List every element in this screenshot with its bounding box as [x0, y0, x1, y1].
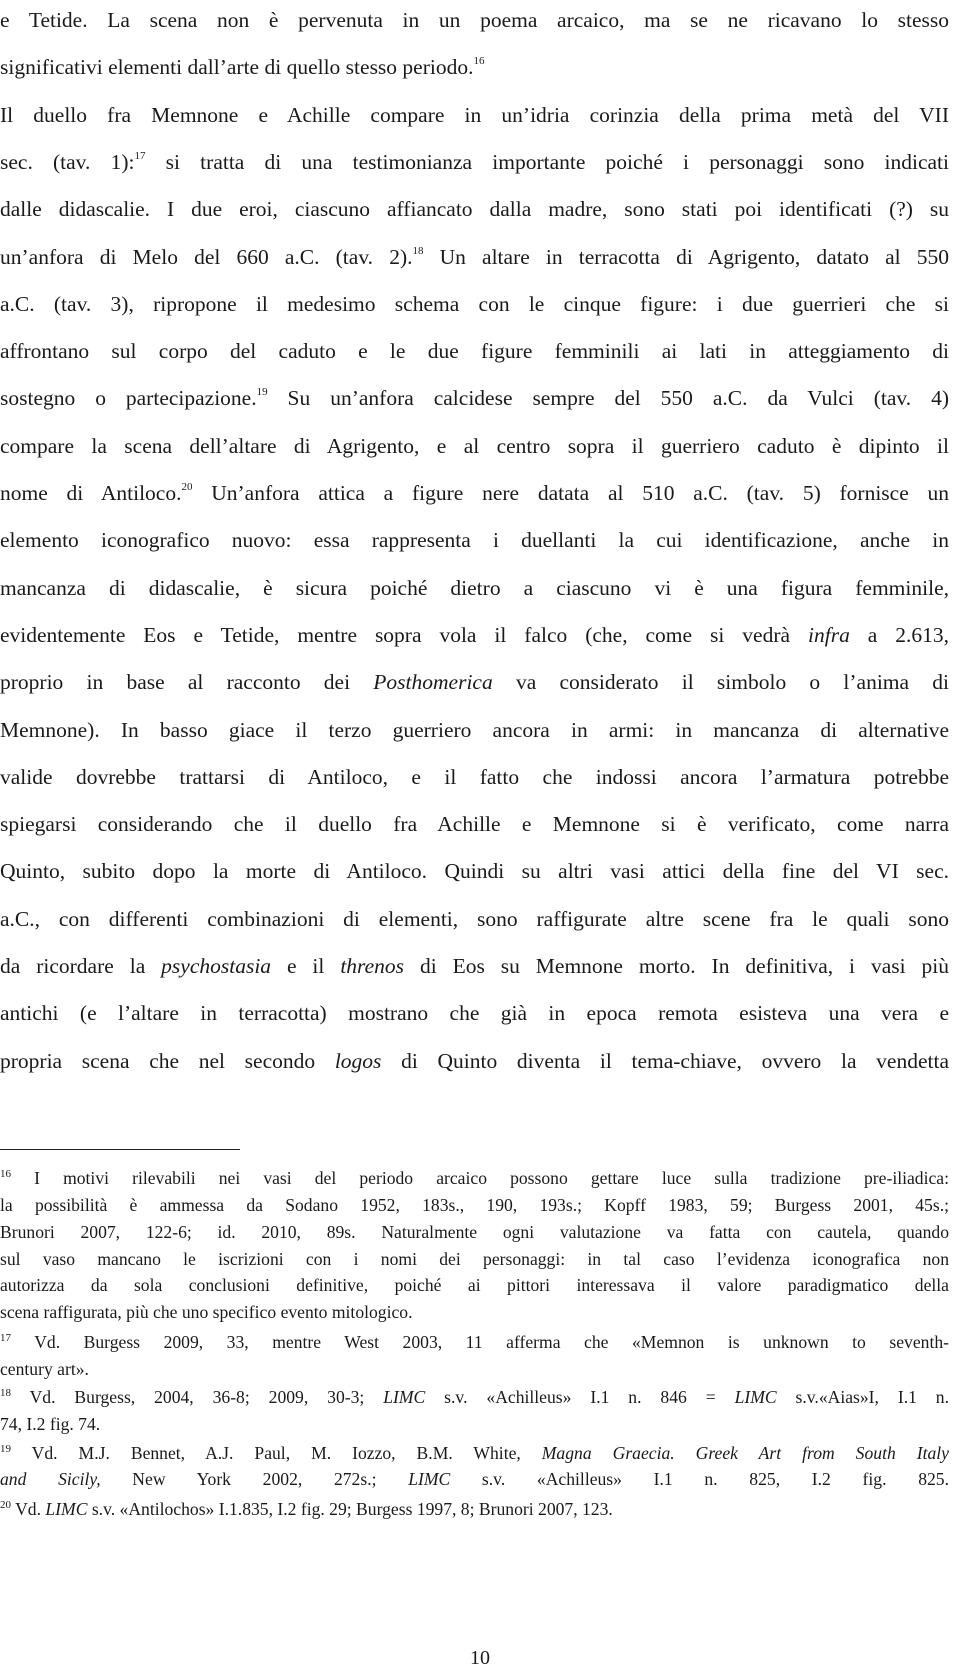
footnote-number: 18 — [0, 1387, 11, 1399]
footnote-reference[interactable]: 17 — [134, 149, 146, 162]
footnote-line: 74, I.2 fig. 74. — [0, 1414, 101, 1434]
footnote-separator — [0, 1149, 240, 1150]
footnote-number: 17 — [0, 1332, 11, 1344]
italic-term: infra — [808, 622, 850, 647]
footnote-reference[interactable]: 18 — [412, 244, 424, 257]
body-line: Quinto, subito dopo la morte di Antiloco. Quindi su altri vasi attici della fine del VI sec. — [0, 859, 949, 884]
body-line: affrontano sul corpo del caduto e le due figure femminili ai lati in atteggiamento di — [0, 339, 949, 364]
body-line: a.C. (tav. 3), ripropone il medesimo schema con le cinque figure: i due guerrieri che si — [0, 291, 949, 316]
italic-term: psychostasia — [161, 954, 272, 978]
footnote-line: $^{18}$ Vd. Burgess, 2004, 36-8; 2009, 30-3; LIMC s.v. «Achilleus» I.1 n. 846 = LIMC s.v.«Aias»I, I.1 n. — [0, 1387, 950, 1407]
body-line: antichi (e l’altare in terracotta) mostrano che già in epoca remota esisteva una vera e — [0, 1001, 949, 1026]
italic-term: threnos — [340, 954, 405, 978]
footnote-reference[interactable]: 16 — [473, 55, 485, 68]
italic-term: Magna Graecia. Greek Art from South Italy — [541, 1443, 949, 1463]
body-line: evidentemente Eos e Tetide, mentre sopra vola il falco (che, come si vedrà infra a 2.613, — [0, 622, 950, 647]
page-number: 10 — [470, 1647, 490, 1669]
footnote-line: sul vaso mancano le iscrizioni con i nomi dei personaggi: in tal caso l’evidenza iconografica non — [0, 1249, 949, 1269]
italic-term: LIMC — [45, 1499, 88, 1519]
footnote-number: 20 — [0, 1499, 11, 1511]
body-line: dalle didascalie. I due eroi, ciascuno affiancato dalla madre, sono stati poi identificati (?) su — [0, 197, 949, 222]
footnote-reference[interactable]: 19 — [256, 386, 268, 399]
body-line: significativi elementi dall’arte di quello stesso periodo.$^{16}$ — [0, 55, 485, 80]
italic-term: LIMC — [408, 1469, 451, 1489]
footnote-line: $^{16}$ I motivi rilevabili nei vasi del periodo arcaico possono gettare luce sulla tradizione pre-iliadica: — [0, 1168, 949, 1188]
footnote-line: $^{17}$ Vd. Burgess 2009, 33, mentre West 2003, 11 afferma che «Memnon is unknown to seventh- — [0, 1332, 949, 1352]
footnote-number: 19 — [0, 1443, 11, 1455]
body-line: spiegarsi considerando che il duello fra Achille e Memnone si è verificato, come narra — [0, 812, 949, 837]
italic-term: LIMC — [734, 1387, 777, 1407]
body-line: elemento iconografico nuovo: essa rappresenta i duellanti la cui identificazione, anche in — [0, 528, 949, 553]
footnote-line: scena raffigurata, più che uno specifico evento mitologico. — [0, 1302, 413, 1322]
footnote-reference[interactable]: 20 — [181, 481, 193, 493]
body-line: propria scena che nel secondo logos di Quinto diventa il tema-chiave, ovvero la vendetta — [0, 1048, 950, 1073]
footnote-line: and Sicily, New York 2002, 272s.; LIMC s.v. «Achilleus» I.1 n. 825, I.2 fig. 825. — [0, 1469, 949, 1489]
body-line: Memnone). In basso giace il terzo guerriero ancora in armi: in mancanza di alternative — [0, 717, 949, 742]
italic-term: Posthomerica — [373, 670, 493, 695]
body-line: proprio in base al racconto dei Posthomerica va considerato il simbolo o l’anima di — [0, 670, 949, 695]
body-line: sostegno o partecipazione.$^{19}$ Su un’anfora calcidese sempre del 550 a.C. da Vulci (tav. 4) — [0, 386, 949, 411]
body-line: sec. (tav. 1):$^{17}$ si tratta di una testimonianza importante poiché i personaggi sono indicati — [0, 149, 949, 174]
footnote-line: la possibilità è ammessa da Sodano 1952, 183s., 190, 193s.; Kopff 1983, 59; Burgess 2001, 45s.; — [0, 1195, 949, 1215]
body-line: a.C., con differenti combinazioni di elementi, sono raffigurate altre scene fra le quali sono — [0, 906, 949, 931]
italic-term: and Sicily, — [0, 1469, 101, 1489]
footnote-line: Brunori 2007, 122-6; id. 2010, 89s. Naturalmente ogni valutazione va fatta con cautela, quando — [0, 1222, 949, 1242]
body-line: compare la scena dell’altare di Agrigento, e al centro sopra il guerriero caduto è dipinto il — [0, 433, 949, 458]
body-line: Il duello fra Memnone e Achille compare in un’idria corinzia della prima metà del VII — [0, 102, 949, 127]
italic-term: logos — [334, 1048, 382, 1073]
body-line: nome di Antiloco.$^{20}$ Un’anfora attica a figure nere datata al 510 a.C. (tav. 5) fornisce un — [0, 481, 950, 505]
footnote-line: autorizza da sola conclusioni definitive, poiché ai pittori interessava il valore paradigmatico della — [0, 1275, 949, 1295]
footnote-number: 16 — [0, 1168, 11, 1180]
footnote-line: $^{19}$ Vd. M.J. Bennet, A.J. Paul, M. Iozzo, B.M. White, Magna Graecia. Greek Art from South Italy — [0, 1443, 949, 1463]
footnote-line: $^{20}$ Vd. LIMC s.v. «Antilochos» I.1.835, I.2 fig. 29; Burgess 1997, 8; Brunori 2007, 123. — [0, 1499, 613, 1519]
body-line: un’anfora di Melo del 660 a.C. (tav. 2).$^{18}$ Un altare in terracotta di Agrigento, datato al 550 — [0, 244, 950, 269]
footnote-line: century art». — [0, 1359, 89, 1379]
italic-term: LIMC — [383, 1387, 426, 1407]
body-line: e Tetide. La scena non è pervenuta in un poema arcaico, ma se ne ricavano lo stesso — [0, 8, 949, 32]
body-line: valide dovrebbe trattarsi di Antiloco, e il fatto che indossi ancora l’armatura potrebbe — [0, 764, 949, 789]
body-line: mancanza di didascalie, è sicura poiché dietro a ciascuno vi è una figura femminile, — [0, 575, 949, 600]
body-line: da ricordare la psychostasia e il threnos di Eos su Memnone morto. In definitiva, i vasi più — [0, 954, 949, 978]
